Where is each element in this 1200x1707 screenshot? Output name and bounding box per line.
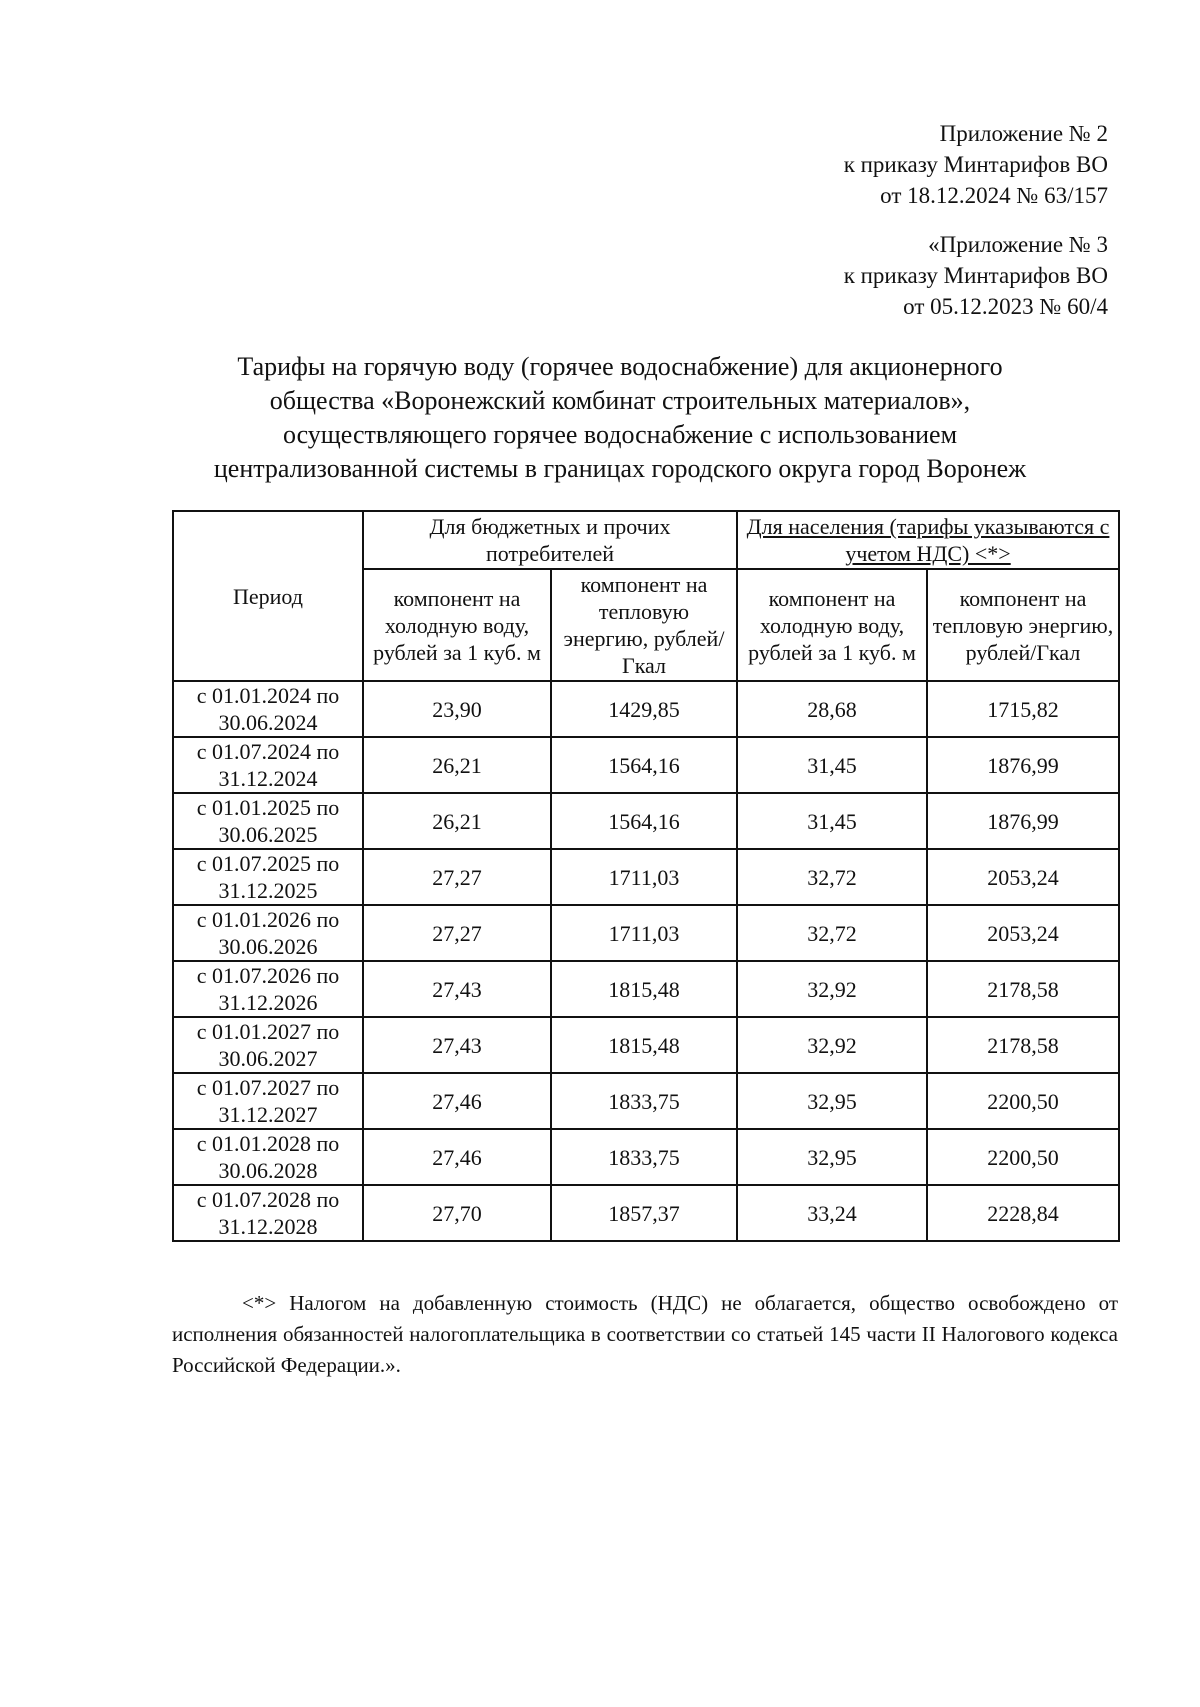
- cell-budget-heat: 1857,37: [551, 1185, 737, 1241]
- table-row: [173, 1185, 1119, 1241]
- annex-order-ref: к приказу Минтарифов ВО: [843, 152, 1108, 177]
- cell-population-cold: 32,92: [737, 1017, 927, 1073]
- cell-population-heat: 2053,24: [927, 849, 1119, 905]
- cell-period: с 01.01.2028 по 30.06.2028: [173, 1129, 363, 1185]
- header-population: Для населения (тарифы указываются с учетом НДС) <*>: [737, 511, 1119, 569]
- cell-population-cold: 32,95: [737, 1129, 927, 1185]
- cell-period: с 01.07.2024 по 31.12.2024: [173, 737, 363, 793]
- document-title: [160, 350, 1080, 486]
- cell-population-heat: 1876,99: [927, 793, 1119, 849]
- cell-budget-cold: 27,46: [363, 1073, 551, 1129]
- table-row: [173, 1129, 1119, 1185]
- cell-budget-cold: 26,21: [363, 737, 551, 793]
- cell-population-heat: 2053,24: [927, 905, 1119, 961]
- cell-population-cold: 32,72: [737, 849, 927, 905]
- cell-population-heat: 2178,58: [927, 961, 1119, 1017]
- title-line: осуществляющего горячее водоснабжение с использованием: [282, 420, 958, 449]
- header-population-thermal-energy: компонент на тепловую энергию, рублей/Гкал: [927, 569, 1119, 681]
- cell-population-cold: 28,68: [737, 681, 927, 737]
- cell-budget-cold: 27,27: [363, 905, 551, 961]
- cell-budget-cold: 27,46: [363, 1129, 551, 1185]
- cell-period: с 01.01.2026 по 30.06.2026: [173, 905, 363, 961]
- header-budget-cold-water: компонент на холодную воду, рублей за 1 куб. м: [363, 569, 551, 681]
- cell-population-cold: 32,95: [737, 1073, 927, 1129]
- title-line: централизованной системы в границах городского округа город Воронеж: [213, 454, 1027, 483]
- cell-period: с 01.07.2026 по 31.12.2026: [173, 961, 363, 1017]
- cell-population-cold: 32,92: [737, 961, 927, 1017]
- cell-period: с 01.01.2027 по 30.06.2027: [173, 1017, 363, 1073]
- annex-header-amended: [844, 229, 1108, 322]
- cell-period: с 01.01.2024 по 30.06.2024: [173, 681, 363, 737]
- cell-period: с 01.07.2027 по 31.12.2027: [173, 1073, 363, 1129]
- header-budget-consumers: Для бюджетных и прочих потребителей: [363, 511, 737, 569]
- annex-title: «Приложение № 3: [928, 232, 1108, 257]
- cell-budget-heat: 1564,16: [551, 737, 737, 793]
- cell-budget-heat: 1815,48: [551, 961, 737, 1017]
- header-population-cold-water: компонент на холодную воду, рублей за 1 куб. м: [737, 569, 927, 681]
- cell-budget-cold: 27,43: [363, 961, 551, 1017]
- footnote-text: <*> Налогом на добавленную стоимость (НДС) не облагается, общество освобождено от исполнения обязанностей налогоплательщика в соответствии со статьей 145 части II Налогового кодекса Российской Федерации.».: [172, 1291, 1118, 1377]
- cell-population-heat: 1715,82: [927, 681, 1119, 737]
- annex-order-date: от 18.12.2024 № 63/157: [880, 183, 1108, 208]
- cell-budget-heat: 1711,03: [551, 905, 737, 961]
- header-period: Период: [173, 511, 363, 681]
- cell-population-heat: 2228,84: [927, 1185, 1119, 1241]
- footnote: [172, 1288, 1118, 1381]
- annex-order-date: от 05.12.2023 № 60/4: [903, 294, 1108, 319]
- annex-title: Приложение № 2: [939, 121, 1108, 146]
- cell-budget-heat: 1564,16: [551, 793, 737, 849]
- cell-budget-cold: 26,21: [363, 793, 551, 849]
- tariff-table: [172, 510, 1120, 1242]
- cell-budget-cold: 27,70: [363, 1185, 551, 1241]
- cell-budget-cold: 27,27: [363, 849, 551, 905]
- cell-budget-heat: 1815,48: [551, 1017, 737, 1073]
- title-line: общества «Воронежский комбинат строительных материалов»,: [269, 386, 971, 415]
- cell-population-heat: 2200,50: [927, 1073, 1119, 1129]
- table-row: [173, 793, 1119, 849]
- cell-population-cold: 31,45: [737, 737, 927, 793]
- cell-budget-heat: 1711,03: [551, 849, 737, 905]
- cell-population-cold: 31,45: [737, 793, 927, 849]
- cell-budget-cold: 27,43: [363, 1017, 551, 1073]
- cell-budget-heat: 1833,75: [551, 1073, 737, 1129]
- title-line: Тарифы на горячую воду (горячее водоснабжение) для акционерного: [237, 352, 1003, 381]
- table-row: [173, 1017, 1119, 1073]
- table-row: [173, 905, 1119, 961]
- cell-period: с 01.01.2025 по 30.06.2025: [173, 793, 363, 849]
- cell-budget-heat: 1429,85: [551, 681, 737, 737]
- cell-population-cold: 33,24: [737, 1185, 927, 1241]
- cell-period: с 01.07.2025 по 31.12.2025: [173, 849, 363, 905]
- table-row: [173, 849, 1119, 905]
- cell-budget-heat: 1833,75: [551, 1129, 737, 1185]
- table-row: [173, 961, 1119, 1017]
- cell-period: с 01.07.2028 по 31.12.2028: [173, 1185, 363, 1241]
- header-budget-thermal-energy: компонент на тепловую энергию, рублей/Гкал: [551, 569, 737, 681]
- cell-population-heat: 2200,50: [927, 1129, 1119, 1185]
- cell-budget-cold: 23,90: [363, 681, 551, 737]
- annex-order-ref: к приказу Минтарифов ВО: [843, 263, 1108, 288]
- table-row: [173, 737, 1119, 793]
- annex-header-current: [844, 118, 1108, 211]
- cell-population-heat: 2178,58: [927, 1017, 1119, 1073]
- cell-population-cold: 32,72: [737, 905, 927, 961]
- table-row: [173, 681, 1119, 737]
- cell-population-heat: 1876,99: [927, 737, 1119, 793]
- table-row: [173, 1073, 1119, 1129]
